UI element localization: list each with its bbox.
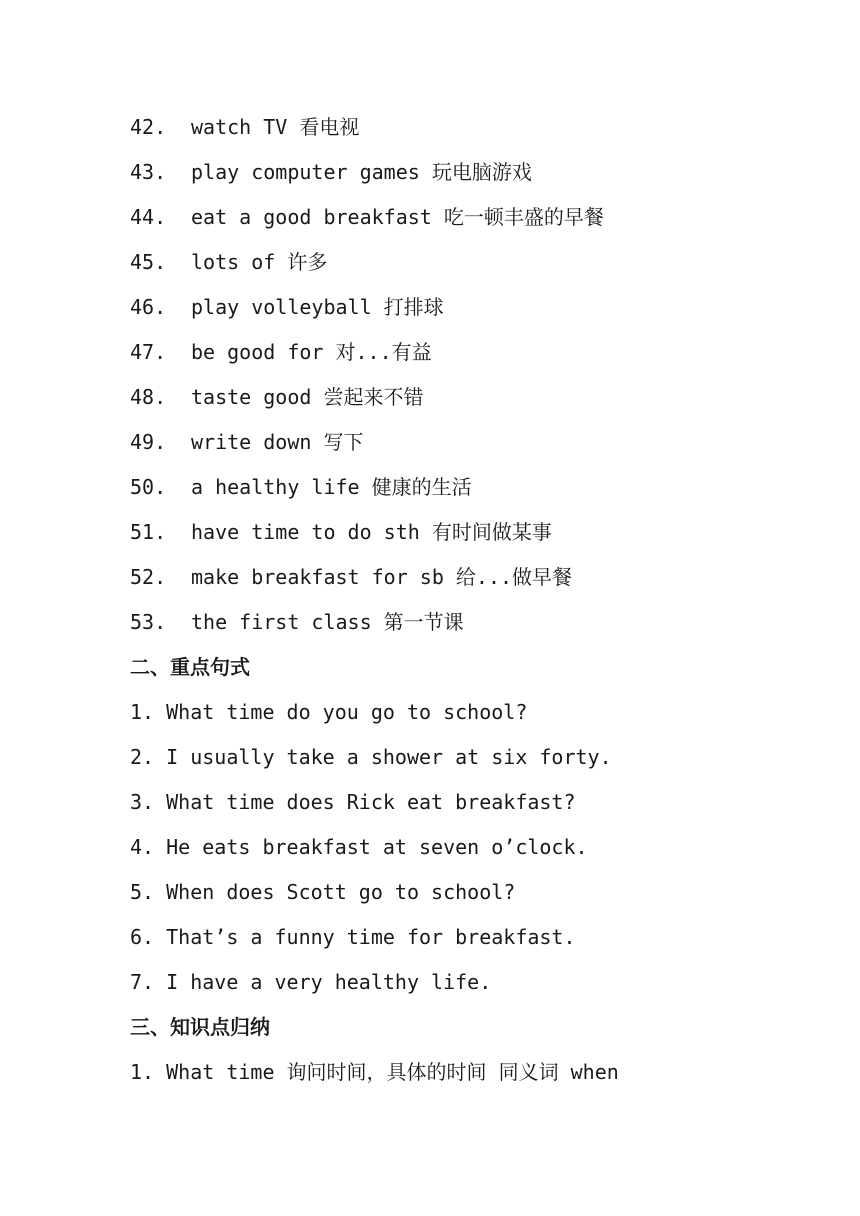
- vocab-number: 50.: [130, 475, 167, 499]
- vocab-item: [130, 513, 830, 558]
- knowledge-point-list: [130, 1053, 830, 1098]
- key-sentence: 6. That’s a funny time for breakfast.: [130, 925, 576, 949]
- document-page: [130, 108, 830, 1098]
- vocab-number: 51.: [130, 520, 167, 544]
- vocab-text: lots of 许多: [191, 250, 328, 274]
- vocab-number: 52.: [130, 565, 167, 589]
- vocab-item: [130, 333, 830, 378]
- vocab-item: [130, 198, 830, 243]
- vocab-text: be good for 对...有益: [191, 340, 432, 364]
- vocab-text: watch TV 看电视: [191, 115, 360, 139]
- vocab-number: 46.: [130, 295, 167, 319]
- vocab-number: 42.: [130, 115, 167, 139]
- vocab-number: 43.: [130, 160, 167, 184]
- vocab-item: [130, 558, 830, 603]
- key-sentence: 3. What time does Rick eat breakfast?: [130, 790, 576, 814]
- key-sentence: 7. I have a very healthy life.: [130, 970, 492, 994]
- key-sentence: 1. What time do you go to school?: [130, 700, 528, 724]
- vocab-text: a healthy life 健康的生活: [191, 475, 472, 499]
- key-sentence: 5. When does Scott go to school?: [130, 880, 516, 904]
- key-sentence-list: [130, 693, 830, 1008]
- vocab-text: taste good 尝起来不错: [191, 385, 424, 409]
- section-heading-key-sentences: 二、重点句式: [130, 655, 250, 679]
- vocab-text: play volleyball 打排球: [191, 295, 444, 319]
- vocab-item: [130, 468, 830, 513]
- key-sentence: 4. He eats breakfast at seven o’clock.: [130, 835, 588, 859]
- vocab-number: 53.: [130, 610, 167, 634]
- vocab-item: [130, 153, 830, 198]
- vocab-number: 44.: [130, 205, 167, 229]
- vocab-text: write down 写下: [191, 430, 364, 454]
- vocab-text: play computer games 玩电脑游戏: [191, 160, 532, 184]
- knowledge-point: 1. What time 询问时间，具体的时间 同义词 when: [130, 1060, 619, 1084]
- key-sentence: 2. I usually take a shower at six forty.: [130, 745, 612, 769]
- vocab-number: 47.: [130, 340, 167, 364]
- vocab-text: have time to do sth 有时间做某事: [191, 520, 552, 544]
- vocab-list: [130, 108, 830, 648]
- vocab-item: [130, 288, 830, 333]
- vocab-text: eat a good breakfast 吃一顿丰盛的早餐: [191, 205, 604, 229]
- vocab-text: the first class 第一节课: [191, 610, 464, 634]
- vocab-text: make breakfast for sb 给...做早餐: [191, 565, 573, 589]
- vocab-item: [130, 108, 830, 153]
- vocab-item: [130, 378, 830, 423]
- vocab-item: [130, 423, 830, 468]
- section-heading-knowledge-points: 三、知识点归纳: [130, 1015, 270, 1039]
- vocab-item: [130, 243, 830, 288]
- vocab-number: 49.: [130, 430, 167, 454]
- vocab-item: [130, 603, 830, 648]
- vocab-number: 45.: [130, 250, 167, 274]
- vocab-number: 48.: [130, 385, 167, 409]
